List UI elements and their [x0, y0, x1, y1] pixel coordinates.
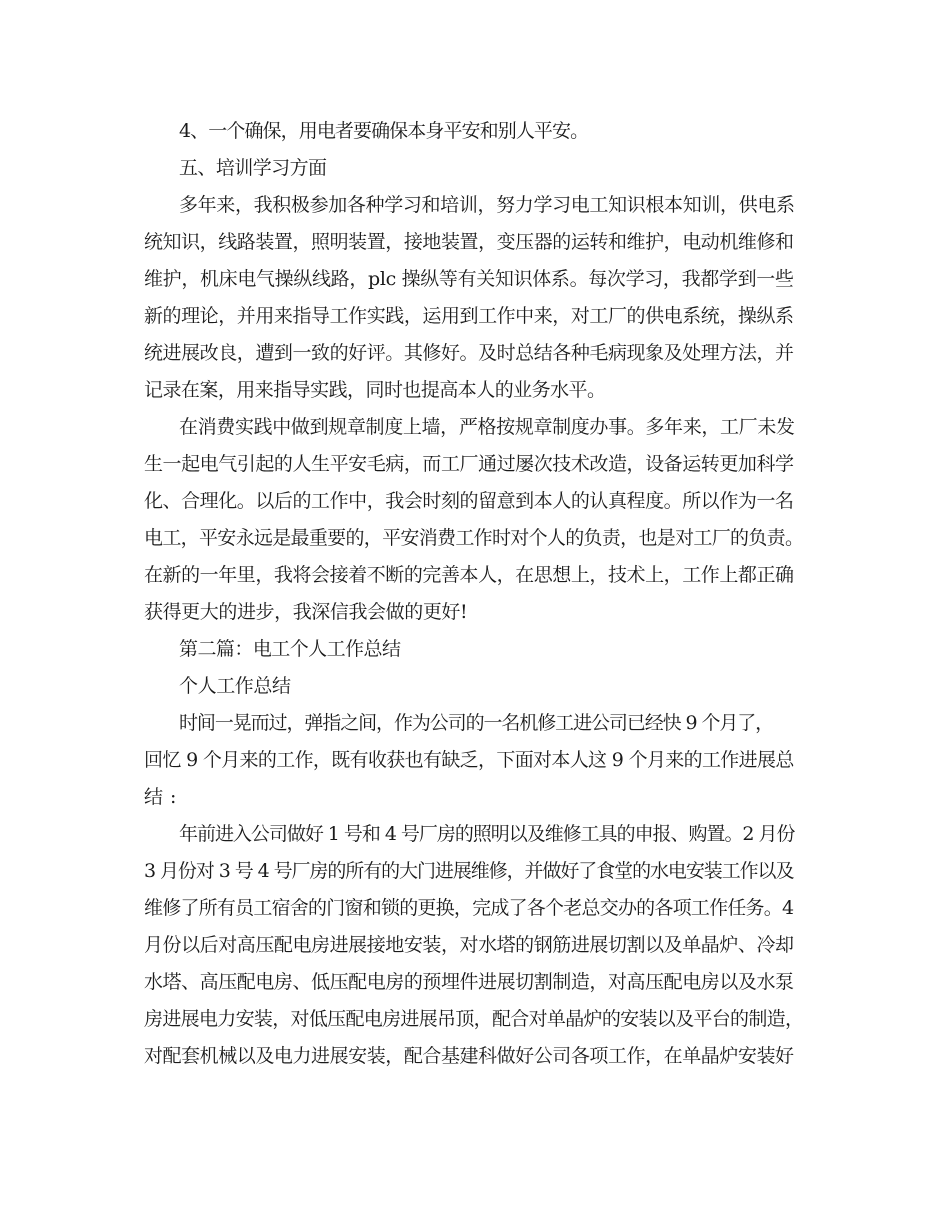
- text-line: 对配套机械以及电力进展安装，配合基建科做好公司各项工作，在单晶炉安装好: [144, 1045, 794, 1067]
- text-line: 统知识，线路装置，照明装置，接地装置，变压器的运转和维护，电动机维修和: [144, 231, 794, 253]
- text-line: 统进展改良，遭到一致的好评。其修好。及时总结各种毛病现象及处理方法，并: [144, 342, 794, 364]
- text-line: 年前进入公司做好 1 号和 4 号厂房的照明以及维修工具的申报、购置。2 月份: [179, 823, 795, 845]
- text-line: 回忆 9 个月来的工作，既有收获也有缺乏，下面对本人这 9 个月来的工作进展总: [144, 749, 794, 771]
- text-line: 水塔、高压配电房、低压配电房的预埋件进展切割制造，对高压配电房以及水泵: [144, 971, 794, 993]
- text-line: 生一起电气引起的人生平安毛病，而工厂通过屡次技术改造，设备运转更加科学: [144, 453, 794, 475]
- text-line: 在消费实践中做到规章制度上墙，严格按规章制度办事。多年来，工厂未发: [179, 416, 795, 438]
- text-line: 房进展电力安装，对低压配电房进展吊顶，配合对单晶炉的安装以及平台的制造，: [144, 1008, 804, 1030]
- text-line: 维护，机床电气操纵线路，plc 操纵等有关知识体系。每次学习，我都学到一些: [144, 268, 794, 290]
- text-line: 时间一晃而过，弹指之间，作为公司的一名机修工进公司已经快 9 个月了，: [179, 712, 774, 734]
- text-line: 3 月份对 3 号 4 号厂房的所有的大门进展维修，并做好了食堂的水电安装工作以及: [144, 860, 794, 882]
- text-line: 获得更大的进步，我深信我会做的更好!: [144, 601, 468, 623]
- text-line: 4、一个确保，用电者要确保本身平安和别人平安。: [179, 120, 589, 142]
- text-line: 月份以后对高压配电房进展接地安装，对水塔的钢筋进展切割以及单晶炉、冷却: [144, 934, 794, 956]
- text-line: 记录在案，用来指导实践，同时也提高本人的业务水平。: [144, 379, 606, 401]
- text-line: 新的理论，并用来指导工作实践，运用到工作中来，对工厂的供电系统，操纵系: [144, 305, 794, 327]
- text-line: 化、合理化。以后的工作中，我会时刻的留意到本人的认真程度。所以作为一名: [144, 490, 794, 512]
- text-line: 在新的一年里，我将会接着不断的完善本人，在思想上，技术上，工作上都正确: [144, 564, 794, 586]
- text-line: 多年来，我积极参加各种学习和培训，努力学习电工知识根本知训，供电系: [179, 194, 795, 216]
- text-line: 结:: [144, 786, 184, 808]
- article-subheading: 个人工作总结: [179, 675, 291, 697]
- section-heading: 五、培训学习方面: [179, 157, 327, 179]
- text-line: 维修了所有员工宿舍的门窗和锁的更换，完成了各个老总交办的各项工作任务。4: [144, 897, 794, 919]
- article-heading: 第二篇：电工个人工作总结: [179, 638, 401, 660]
- text-line: 电工，平安永远是最重要的，平安消费工作时对个人的负责，也是对工厂的负责。: [144, 527, 804, 549]
